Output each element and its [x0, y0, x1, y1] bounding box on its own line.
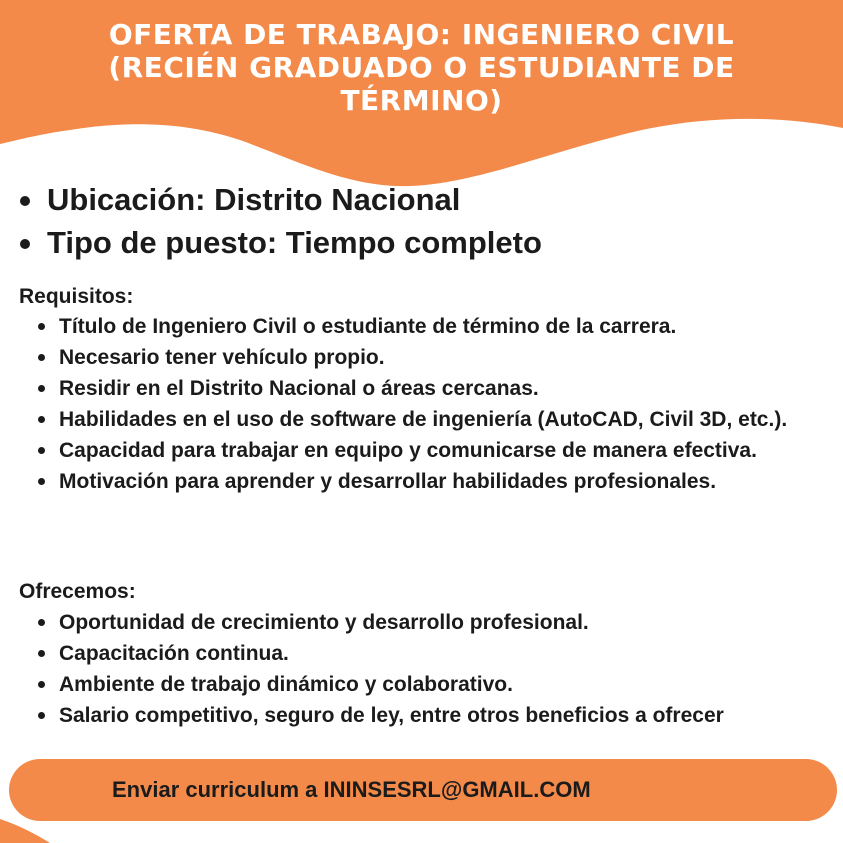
requirement-text: Título de Ingeniero Civil o estudiante de término de la carrera. [59, 315, 677, 338]
offer-list [37, 607, 827, 731]
requirement-text: Habilidades en el uso de software de ingeniería (AutoCAD, Civil 3D, etc.). [59, 408, 788, 431]
requirement-text: Capacidad para trabajar en equipo y comunicarse de manera efectiva. [59, 439, 757, 462]
requirement-text: Necesario tener vehículo propio. [59, 346, 385, 369]
offer-text: Oportunidad de crecimiento y desarrollo profesional. [59, 611, 589, 634]
requirements-list [37, 311, 827, 497]
bullet-icon [38, 650, 45, 657]
bullet-icon [38, 323, 45, 330]
bullet-icon [38, 385, 45, 392]
list-item [37, 669, 827, 700]
bullet-icon [38, 478, 45, 485]
job-offer-title: OFERTA DE TRABAJO: INGENIERO CIVIL (RECIÉN GRADUADO O ESTUDIANTE DE TÉRMINO) [108, 18, 735, 117]
job-highlights-list [18, 178, 828, 264]
list-item [37, 311, 827, 342]
bullet-icon [38, 681, 45, 688]
offer-title: Ofrecemos: [19, 580, 136, 603]
bullet-icon [38, 416, 45, 423]
list-item [37, 404, 827, 435]
requirements-title: Requisitos: [19, 285, 134, 308]
bullet-icon [38, 712, 45, 719]
list-item [37, 466, 827, 497]
requirement-text: Motivación para aprender y desarrollar habilidades profesionales. [59, 470, 717, 493]
bullet-icon [20, 196, 30, 206]
requirement-text: Residir en el Distrito Nacional o áreas cercanas. [59, 377, 539, 400]
bullet-icon [38, 447, 45, 454]
list-item [37, 607, 827, 638]
offer-text: Ambiente de trabajo dinámico y colaborativo. [59, 673, 513, 696]
position-type-highlight [18, 221, 828, 264]
position-type-text: Tipo de puesto: Tiempo completo [47, 225, 542, 260]
list-item [37, 638, 827, 669]
send-cv-text: Enviar curriculum a ININSESRL@GMAIL.COM [112, 777, 591, 802]
offer-text: Capacitación continua. [59, 642, 289, 665]
send-cv-banner [9, 759, 837, 821]
list-item [37, 373, 827, 404]
bullet-icon [38, 354, 45, 361]
location-text: Ubicación: Distrito Nacional [47, 182, 461, 217]
offer-text: Salario competitivo, seguro de ley, entre otros beneficios a ofrecer [59, 704, 724, 727]
list-item [37, 342, 827, 373]
bullet-icon [38, 619, 45, 626]
location-highlight [18, 178, 828, 221]
bullet-icon [20, 239, 30, 249]
list-item [37, 700, 827, 731]
list-item [37, 435, 827, 466]
